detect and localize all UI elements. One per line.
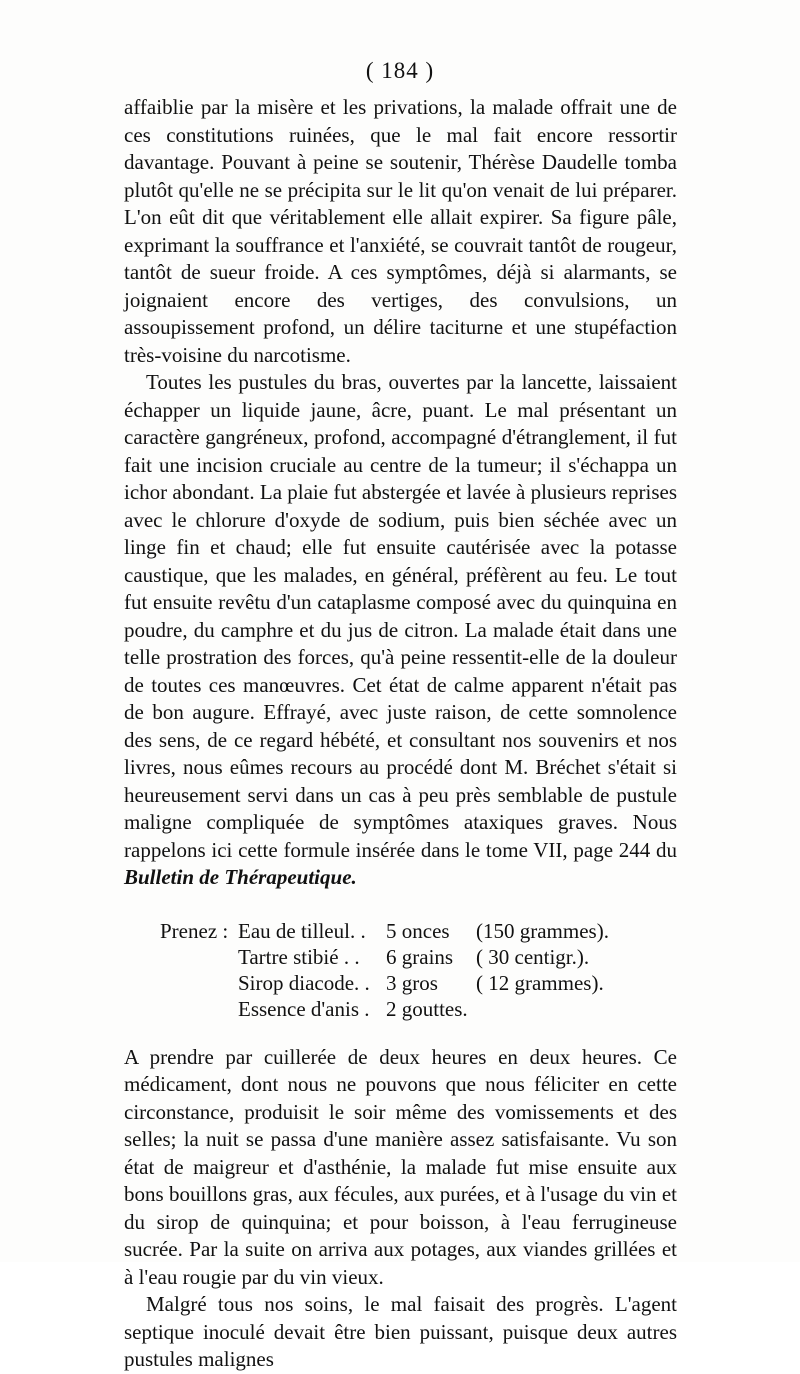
formula-row <box>160 918 609 944</box>
formula-table <box>160 918 609 1022</box>
paragraph-3: A prendre par cuillerée de deux heures en deux heures. Ce médicament, dont nous ne pouvons que nous féliciter en cette circonstance, produisit le soir même des vomissements et des selles; la nuit se passa d'une manière assez satisfaisante. Vu son état de maigreur et d'asthénie, la malade fut mise ensuite aux bons bouillons gras, aux fécules, aux purées, et à l'usage du vin et du sirop de quinquina; et pour boisson, à l'eau ferrugineuse sucrée. Par la suite on arriva aux potages, aux viandes grillées et à l'eau rougie par du vin vieux. <box>124 1044 677 1289</box>
prescription-formula <box>124 918 677 1022</box>
ingredient-metric: ( 12 grammes). <box>476 970 604 995</box>
paragraph-4: Malgré tous nos soins, le mal faisait des progrès. L'agent septique inoculé devait être bien puissant, puisque deux autres pustules malignes <box>124 1292 677 1371</box>
ingredient-dose: 5 onces <box>386 918 450 943</box>
page-number: ( 184 ) <box>365 58 435 83</box>
ingredient-metric: (150 grammes). <box>476 918 609 943</box>
page-body <box>124 94 677 1374</box>
ingredient-metric: ( 30 centigr.). <box>476 944 590 969</box>
ingredient-name: Eau de tilleul. . <box>238 918 366 943</box>
paragraph-2-text: Toutes les pustules du bras, ouvertes par la lancette, laissaient échapper un liquide jaune, âcre, puant. Le mal présentant un caractère gangréneux, profond, accompagné d'étranglement, il fut fait une incision cruciale au centre de la tumeur; il s'échappa un ichor abondant. La plaie fut abstergée et lavée à plusieurs reprises avec le chlorure d'oxyde de sodium, puis bien séchée avec un linge fin et chaud; elle fut ensuite cautérisée avec la potasse caustique, que les malades, en général, préfèrent au feu. Le tout fut ensuite revêtu d'un cataplasme composé avec du quinquina en poudre, du camphre et du jus de citron. La malade était dans une telle prostration des forces, qu'à peine ressentit-elle de la douleur de toutes ces manœuvres. Cet état de calme apparent n'était pas de bon augure. Effrayé, avec juste raison, de cette somnolence des sens, de ce regard hébété, et consultant nos souvenirs et nos livres, nous eûmes recours au procédé dont M. Bréchet s'était si heureusement servi dans un cas à peu près semblable de pustule maligne compliquée de symptômes ataxiques graves. Nous rappelons ici cette formule insérée dans le tome VII, page 244 du <box>124 370 677 862</box>
ingredient-dose: 2 gouttes. <box>386 996 468 1021</box>
ingredient-name: Sirop diacode. . <box>238 970 370 995</box>
formula-lead: Prenez : <box>160 918 229 943</box>
formula-row <box>160 970 609 996</box>
ingredient-metric <box>476 996 609 1022</box>
ingredient-dose: 6 grains <box>386 944 454 969</box>
ingredient-name: Essence d'anis . <box>238 996 370 1021</box>
ingredient-dose: 3 gros <box>386 970 438 995</box>
formula-row <box>160 996 609 1022</box>
ingredient-name: Tartre stibié . . <box>238 944 360 969</box>
paragraph-1: affaiblie par la misère et les privations, la malade offrait une de ces constitutions ruinées, que le mal fait encore ressortir davantage. Pouvant à peine se soutenir, Thérèse Daudelle tomba plutôt qu'elle ne se précipita sur le lit qu'on venait de lui préparer. L'on eût dit que véritablement elle allait expirer. Sa figure pâle, exprimant la souffrance et l'anxiété, se couvrait tantôt de rougeur, tantôt de sueur froide. A ces symptômes, déjà si alarmants, se joignaient encore des vertiges, des convulsions, un assoupissement profond, un délire taciturne et une stupéfaction très-voisine du narcotisme. <box>124 95 677 367</box>
formula-row <box>160 944 609 970</box>
paragraph-2 <box>124 369 677 892</box>
journal-title: Bulletin de Thérapeutique. <box>124 865 357 889</box>
